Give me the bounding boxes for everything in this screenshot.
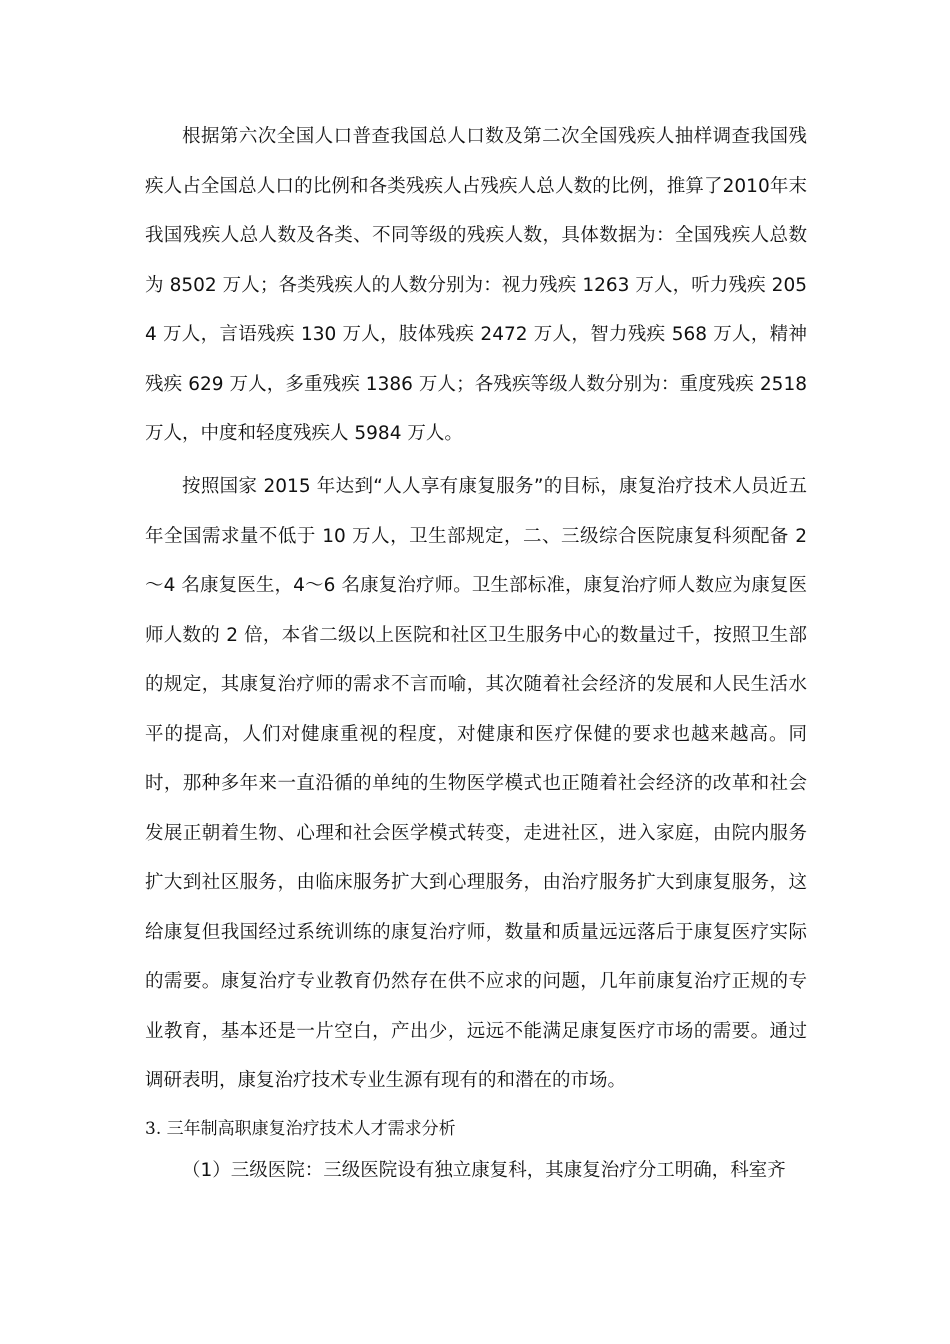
- section-heading: 3. 三年制高职康复治疗技术人才需求分析: [145, 1119, 456, 1139]
- paragraph-rehabilitation-demand: 按照国家 2015 年达到“人人享有康复服务”的目标，康复治疗技术人员近五年全国需求量不低于 10 万人，卫生部规定，二、三级综合医院康复科须配备 2～4 名康复医生，4～6 名康复治疗师。卫生部标准，康复治疗师人数应为康复医师人数的 2 倍，本省二级以上医院和社区卫生服务中心的数量过千，按照卫生部的规定，其康复治疗师的需求不言而喻，其次随着社会经济的发展和人民生活水平的提高，人们对健康重视的程度，对健康和医疗保健的要求也越来越高。同时，那种多年来一直沿循的单纯的生物医学模式也正随着社会经济的改革和社会发展正朝着生物、心理和社会医学模式转变，走进社区，进入家庭，由院内服务扩大到社区服务，由临床服务扩大到心理服务，由治疗服务扩大到康复服务，这给康复但我国经过系统训练的康复治疗师，数量和质量远远落后于康复医疗实际的需要。康复治疗专业教育仍然存在供不应求的问题，几年前康复治疗正规的专业教育，基本还是一片空白，产出少，远远不能满足康复医疗市场的需要。通过调研表明，康复治疗技术专业生源有现有的和潜在的市场。: [145, 476, 807, 1091]
- paragraph-disability-statistics: 根据第六次全国人口普查我国总人口数及第二次全国残疾人抽样调查我国残疾人占全国总人口的比例和各类残疾人占残疾人总人数的比例，推算了2010年末我国残疾人总人数及各类、不同等级的残疾人数，具体数据为：全国残疾人总数为 8502 万人；各类残疾人的人数分别为：视力残疾 1263 万人，听力残疾 2054 万人，言语残疾 130 万人，肢体残疾 2472 万人，智力残疾 568 万人，精神残疾 629 万人，多重残疾 1386 万人；各残疾等级人数分别为：重度残疾 2518 万人，中度和轻度残疾人 5984 万人。: [145, 126, 807, 444]
- paragraph-tertiary-hospitals: （1）三级医院：三级医院设有独立康复科，其康复治疗分工明确，科室齐: [182, 1160, 786, 1181]
